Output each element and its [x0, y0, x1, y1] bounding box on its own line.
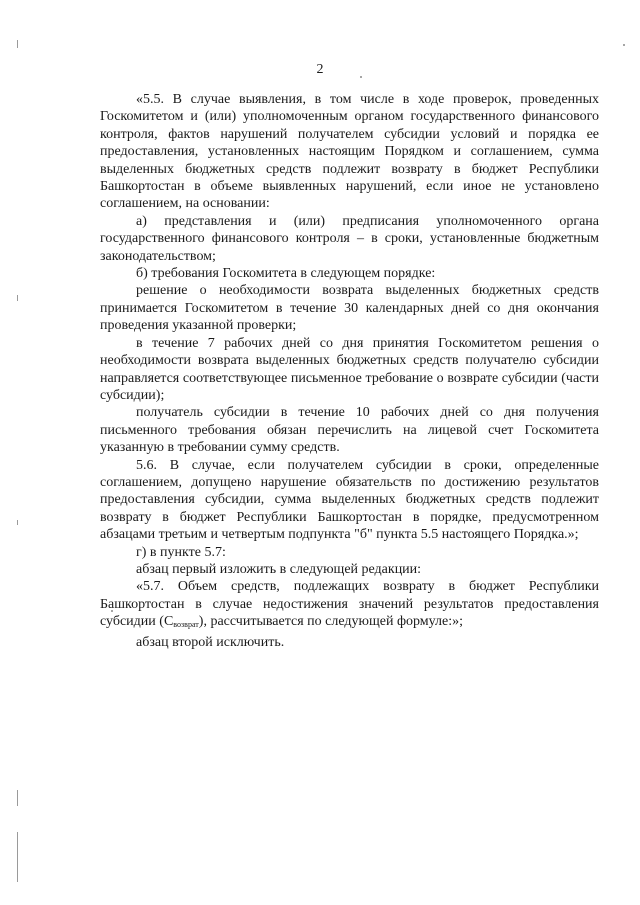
- paragraph-decision: решение о необходимости возврата выделенных бюджетных средств принимается Госкомитетом в течение 30 календарных дней со дня окончания проведения указанной проверки;: [100, 283, 599, 334]
- formula-subscript: возврат: [173, 620, 199, 630]
- paragraph-notice: в течение 7 рабочих дней со дня принятия Госкомитетом решения о необходимости возврата выделенных бюджетных средств получателю субсидии направляется соответствующее письменное требование о возврате субсидии (части субсидии);: [100, 335, 599, 403]
- paragraph-5-5: «5.5. В случае выявления, в том числе в ходе проверок, проведенных Госкомитетом и (или) уполномоченным органом государственного финансового контроля, фактов нарушений получателем субсидии условий и порядка ее предоставления, установленных настоящим Порядком и соглашением, сумма выделенных бюджетных средств подлежит возврату в бюджет Республики Башкортостан в объеме выявленных нарушений, если иное не установлено соглашением, на основании:: [100, 92, 599, 212]
- scan-artifact-mark: [17, 295, 18, 301]
- paragraph-first-abzac: абзац первый изложить в следующей редакции:: [136, 561, 422, 577]
- scan-artifact-mark: [17, 520, 18, 525]
- scan-artifact-mark: [17, 40, 18, 48]
- scan-artifact-mark: [17, 832, 18, 882]
- paragraph-item-a: а) представления и (или) предписания уполномоченного органа государственного финансового контроля – в сроки, установленные бюджетным законодательством;: [100, 213, 599, 264]
- formula-text-before: «5.7. Объем средств, подлежащих возврату в бюджет Республики Башкортостан в случае недостижения значений результатов предоставления субсидии (С: [100, 579, 599, 630]
- page-number: 2: [316, 62, 324, 77]
- paragraph-5-7: [100, 578, 599, 633]
- paragraph-transfer: получатель субсидии в течение 10 рабочих дней со дня получения письменного требования обязан перечислить на лицевой счет Госкомитета указанную в требовании сумму средств.: [100, 405, 599, 456]
- scan-artifact-dot: [623, 44, 625, 46]
- paragraph-second-abzac: абзац второй исключить.: [136, 634, 285, 650]
- paragraph-item-g: г) в пункте 5.7:: [136, 544, 226, 560]
- formula-text-after: ), рассчитывается по следующей формуле:»;: [198, 614, 464, 630]
- paragraph-5-6: 5.6. В случае, если получателем субсидии в сроки, определенные соглашением, допущено нарушение обязательств по достижению результатов предоставления субсидии, сумма выделенных бюджетных средств подлежит возврату в бюджет Республики Башкортостан в порядке, предусмотренном абзацами третьим и четвертым подпункта "б" пункта 5.5 настоящего Порядка.»;: [100, 457, 599, 543]
- scan-artifact-mark: [17, 790, 18, 806]
- paragraph-item-b: б) требования Госкомитета в следующем порядке:: [136, 266, 436, 282]
- document-body: [100, 91, 599, 651]
